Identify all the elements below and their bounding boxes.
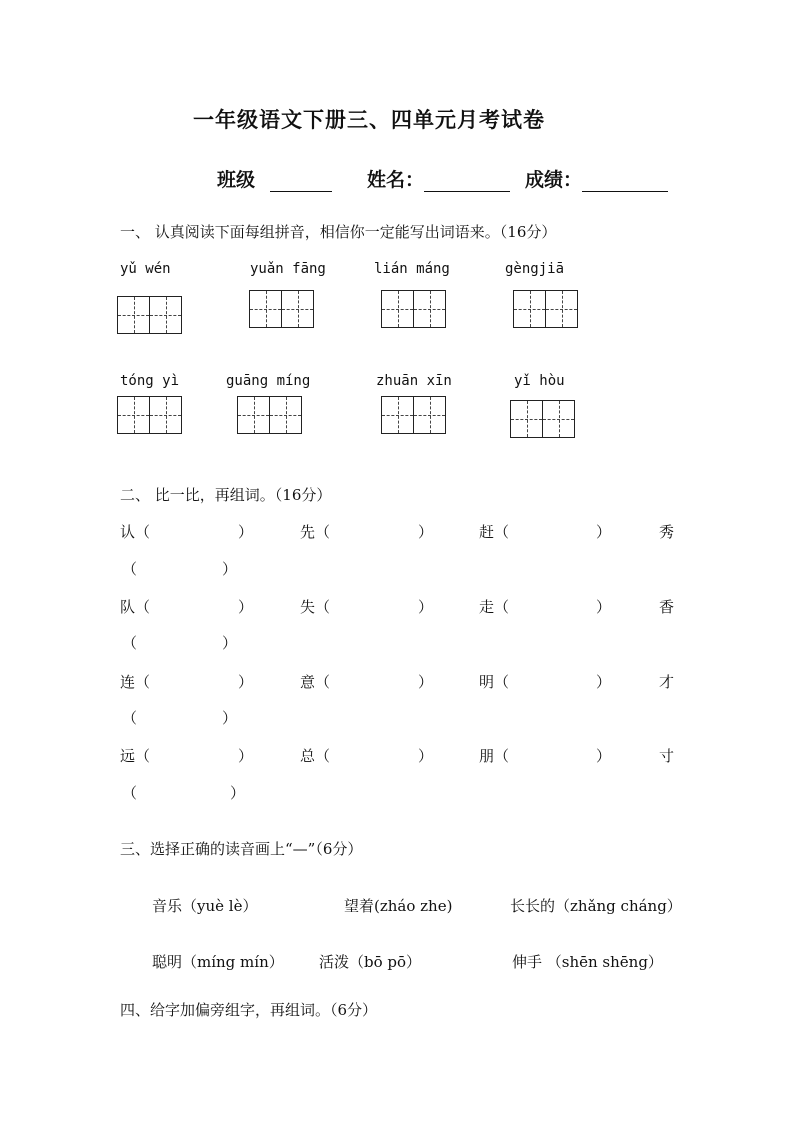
compare-item: 朋（ <box>479 747 510 765</box>
compare-char: 连 <box>120 673 136 691</box>
paren-close: ） <box>418 747 434 765</box>
class-label: 班级 <box>217 169 256 191</box>
pronunciation-option[interactable]: 活泼（bō pō） <box>319 953 422 971</box>
pinyin-2: yuǎn fāng <box>250 261 326 277</box>
compare-item: 明（ <box>479 673 510 691</box>
paren-close: ） <box>596 598 612 616</box>
pronunciation-option[interactable]: 聪明（míng mín） <box>152 953 284 971</box>
compare-item: 连（ <box>120 673 151 691</box>
pronunciation-option[interactable]: 伸手 （shēn shēng） <box>512 953 663 971</box>
paren-close: ） <box>230 784 246 802</box>
compare-char: 明 <box>479 673 495 691</box>
compare-item: 意（ <box>300 673 331 691</box>
paren-close: ） <box>222 709 238 727</box>
compare-char: 认 <box>120 523 136 541</box>
pronunciation-option[interactable]: 音乐（yuè lè） <box>152 897 258 915</box>
compare-item: 远（ <box>120 747 151 765</box>
compare-char: 香 <box>659 598 675 616</box>
compare-char: 秀 <box>659 523 675 541</box>
compare-char: 才 <box>659 673 675 691</box>
writing-grid-3[interactable] <box>381 290 446 328</box>
name-label: 姓名： <box>367 169 425 191</box>
pinyin-3: lián máng <box>374 261 450 277</box>
pinyin-6: guāng míng <box>226 373 311 389</box>
paren-close: ） <box>238 598 254 616</box>
paren-open: （ <box>122 784 138 802</box>
compare-char: 走 <box>479 598 495 616</box>
paren-close: ） <box>596 747 612 765</box>
paren-close: ） <box>238 523 254 541</box>
compare-item: 走（ <box>479 598 510 616</box>
compare-char: 赶 <box>479 523 495 541</box>
pinyin-8: yǐ hòu <box>514 373 565 389</box>
paren-open: （ <box>122 709 138 727</box>
compare-item: 总（ <box>300 747 331 765</box>
compare-char: 先 <box>300 523 316 541</box>
paren-open: （ <box>122 634 138 652</box>
paren-close: ） <box>238 673 254 691</box>
compare-char: 意 <box>300 673 316 691</box>
paren-close: ） <box>418 523 434 541</box>
paren-open: （ <box>122 560 138 578</box>
pinyin-1: yǔ wén <box>120 261 171 277</box>
writing-grid-8[interactable] <box>510 400 575 438</box>
compare-char: 寸 <box>659 747 675 765</box>
writing-grid-4[interactable] <box>513 290 578 328</box>
pinyin-4: gèngjiā <box>505 261 565 277</box>
section3-heading: 三、选择正确的读音画上“—”（6分） <box>120 840 363 858</box>
compare-char: 总 <box>300 747 316 765</box>
score-label: 成绩： <box>525 169 583 191</box>
compare-item: 认（ <box>120 523 151 541</box>
compare-item: 赶（ <box>479 523 510 541</box>
compare-char: 朋 <box>479 747 495 765</box>
compare-char: 失 <box>300 598 316 616</box>
compare-char: 远 <box>120 747 136 765</box>
paren-close: ） <box>596 523 612 541</box>
score-blank[interactable] <box>582 173 668 192</box>
pinyin-7: zhuān xīn <box>376 373 452 389</box>
writing-grid-6[interactable] <box>237 396 302 434</box>
compare-item: 先（ <box>300 523 331 541</box>
paren-close: ） <box>222 634 238 652</box>
compare-item: 失（ <box>300 598 331 616</box>
paren-close: ） <box>222 560 238 578</box>
paren-close: ） <box>418 598 434 616</box>
compare-char: 队 <box>120 598 136 616</box>
score-field <box>525 165 668 192</box>
pinyin-5: tóng yì <box>120 373 180 389</box>
section1-heading: 一、 认真阅读下面每组拼音，相信你一定能写出词语来。（16分） <box>120 223 557 241</box>
writing-grid-2[interactable] <box>249 290 314 328</box>
paren-close: ） <box>238 747 254 765</box>
section2-heading: 二、 比一比，再组词。（16分） <box>120 486 332 504</box>
paren-close: ） <box>418 673 434 691</box>
pronunciation-option[interactable]: 长长的（zhǎng cháng） <box>510 897 682 915</box>
name-blank[interactable] <box>424 173 510 192</box>
section4-heading: 四、给字加偏旁组字，再组词。（6分） <box>120 1001 378 1019</box>
page-title: 一年级语文下册三、四单元月考试卷 <box>193 107 545 132</box>
compare-item: 队（ <box>120 598 151 616</box>
writing-grid-7[interactable] <box>381 396 446 434</box>
paren-close: ） <box>596 673 612 691</box>
class-field <box>217 165 332 192</box>
name-field <box>367 165 510 192</box>
pronunciation-option[interactable]: 望着(zháo zhe) <box>344 897 453 915</box>
writing-grid-1[interactable] <box>117 296 182 334</box>
writing-grid-5[interactable] <box>117 396 182 434</box>
class-blank[interactable] <box>270 173 332 192</box>
